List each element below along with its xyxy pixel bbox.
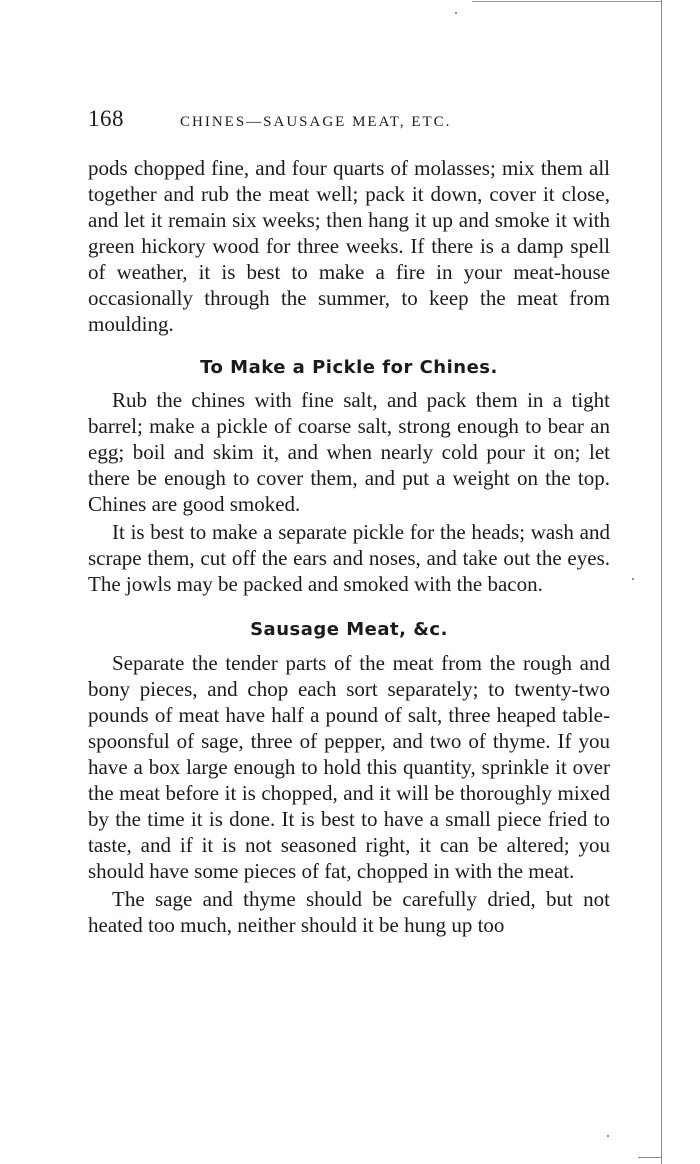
page-edge-bottom-line — [638, 1157, 662, 1158]
paragraph-sausage-method: Separate the tender parts of the meat from the rough and bony pieces, and chop each sort separately; to twenty-two pounds of meat have half a pound of salt, three heaped table-spoonsful of sage, three of pepper, and two of thyme. If you have a box large enough to hold this quantity, sprinkle it over the meat before it is chopped, and it will be thoroughly mixed by the time it is done. It is best to have a small piece fried to taste, and if it is not seasoned right, it can be altered; you should have some pieces of fat, chopped in with the meat. — [88, 651, 610, 883]
paper-speck — [632, 578, 634, 580]
paper-speck — [607, 1135, 609, 1137]
paragraph-continued: pods chopped fine, and four quarts of molasses; mix them all together and rub the meat well; pack it down, cover it close, and let it remain six weeks; then hang it up and smoke it with green hickory wood for three weeks. If there is a damp spell of weather, it is best to make a fire in your meat-house occasionally through the summer, to keep the meat from moulding. — [88, 156, 610, 336]
section-heading-sausage: Sausage Meat, &c. — [250, 619, 448, 640]
page-edge-right-line — [661, 0, 662, 1164]
paragraph-sausage-herbs: The sage and thyme should be carefully dried, but not heated too much, neither should it be hung up too — [88, 887, 610, 937]
section-heading-pickle: To Make a Pickle for Chines. — [200, 357, 498, 378]
paper-speck — [455, 12, 457, 14]
page-edge-top-line — [472, 1, 662, 2]
page-header — [88, 106, 608, 142]
running-head: CHINES—SAUSAGE MEAT, ETC. — [180, 114, 452, 130]
paragraph-pickle-heads: It is best to make a separate pickle for the heads; wash and scrape them, cut off the ears and noses, and take out the eyes. The jowls may be packed and smoked with the bacon. — [88, 520, 610, 596]
page-body — [88, 155, 610, 938]
page-number: 168 — [88, 106, 124, 131]
paragraph-pickle-chines: Rub the chines with fine salt, and pack them in a tight barrel; make a pickle of coarse salt, strong enough to bear an egg; boil and skim it, and when nearly cold pour it on; let there be enough to cover them, and put a weight on the top. Chines are good smoked. — [88, 388, 610, 516]
